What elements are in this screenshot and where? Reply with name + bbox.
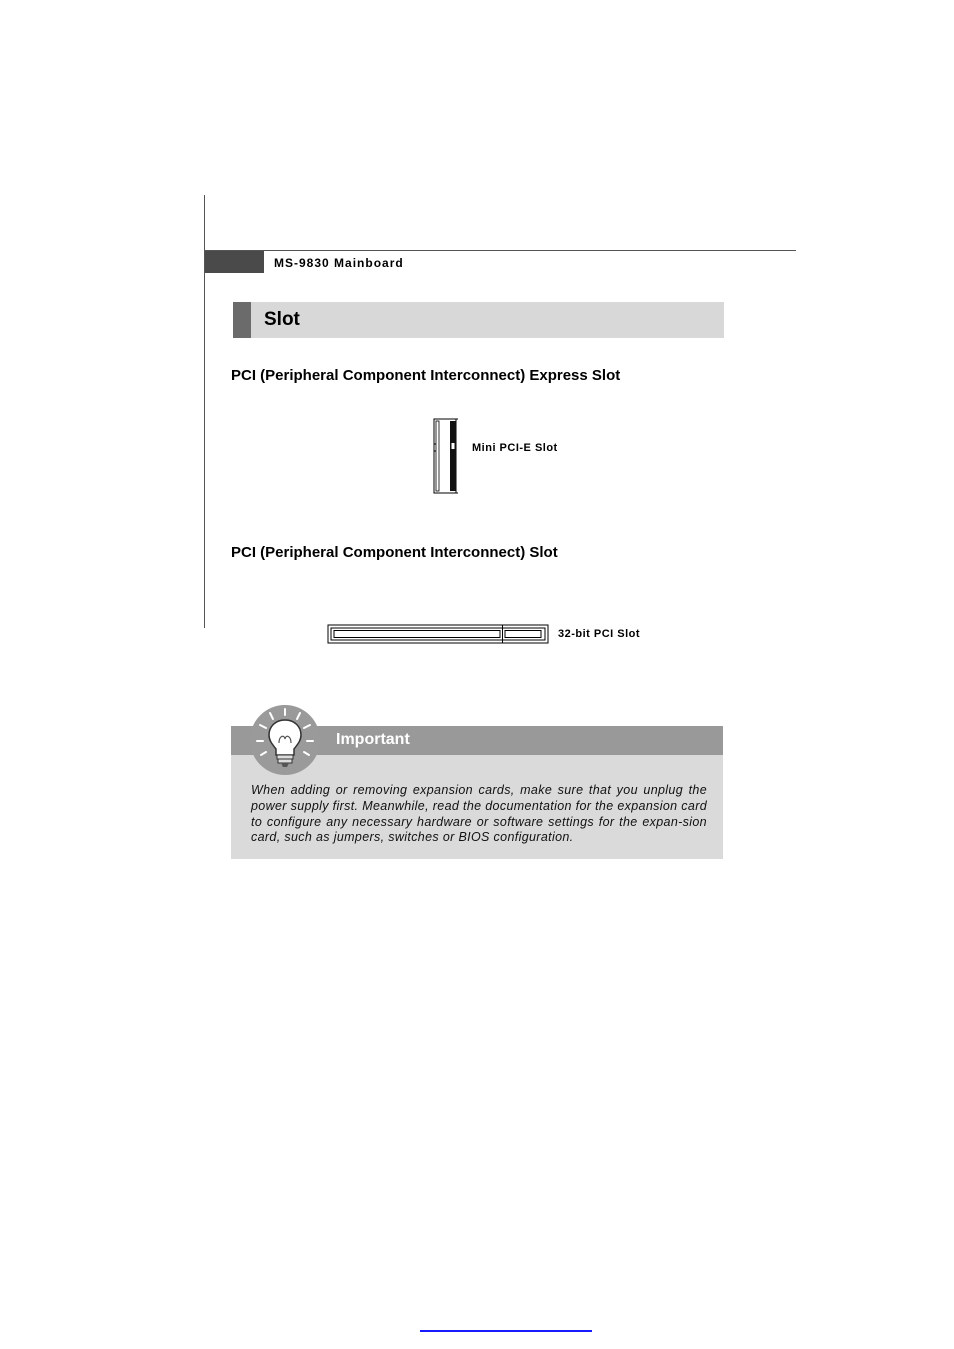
mini-pcie-slot-diagram	[430, 416, 462, 496]
important-title: Important	[336, 731, 410, 748]
lightbulb-icon	[248, 703, 322, 777]
section-accent	[233, 302, 251, 338]
section-title: Slot	[264, 309, 300, 330]
pcie-heading: PCI (Peripheral Component Interconnect) Express Slot	[231, 367, 621, 384]
footer-link-underline[interactable]	[420, 1330, 592, 1332]
section-band	[233, 302, 724, 338]
pci-slot-diagram	[326, 622, 550, 646]
running-header: MS-9830 Mainboard	[274, 256, 404, 270]
important-text: When adding or removing expansion cards, make sure that you unplug the power supply first. Meanwhile, read the documentation for the expansion card to configure any necessary hardware or software settings for the expan-sion card, such as jumpers, switches or BIOS configuration.	[251, 783, 708, 845]
header-block	[205, 251, 264, 273]
header-rule	[204, 250, 796, 251]
pci-slot-label: 32-bit PCI Slot	[558, 628, 641, 640]
pci-heading: PCI (Peripheral Component Interconnect) Slot	[231, 544, 558, 561]
mini-pcie-slot-label: Mini PCI-E Slot	[472, 442, 558, 454]
